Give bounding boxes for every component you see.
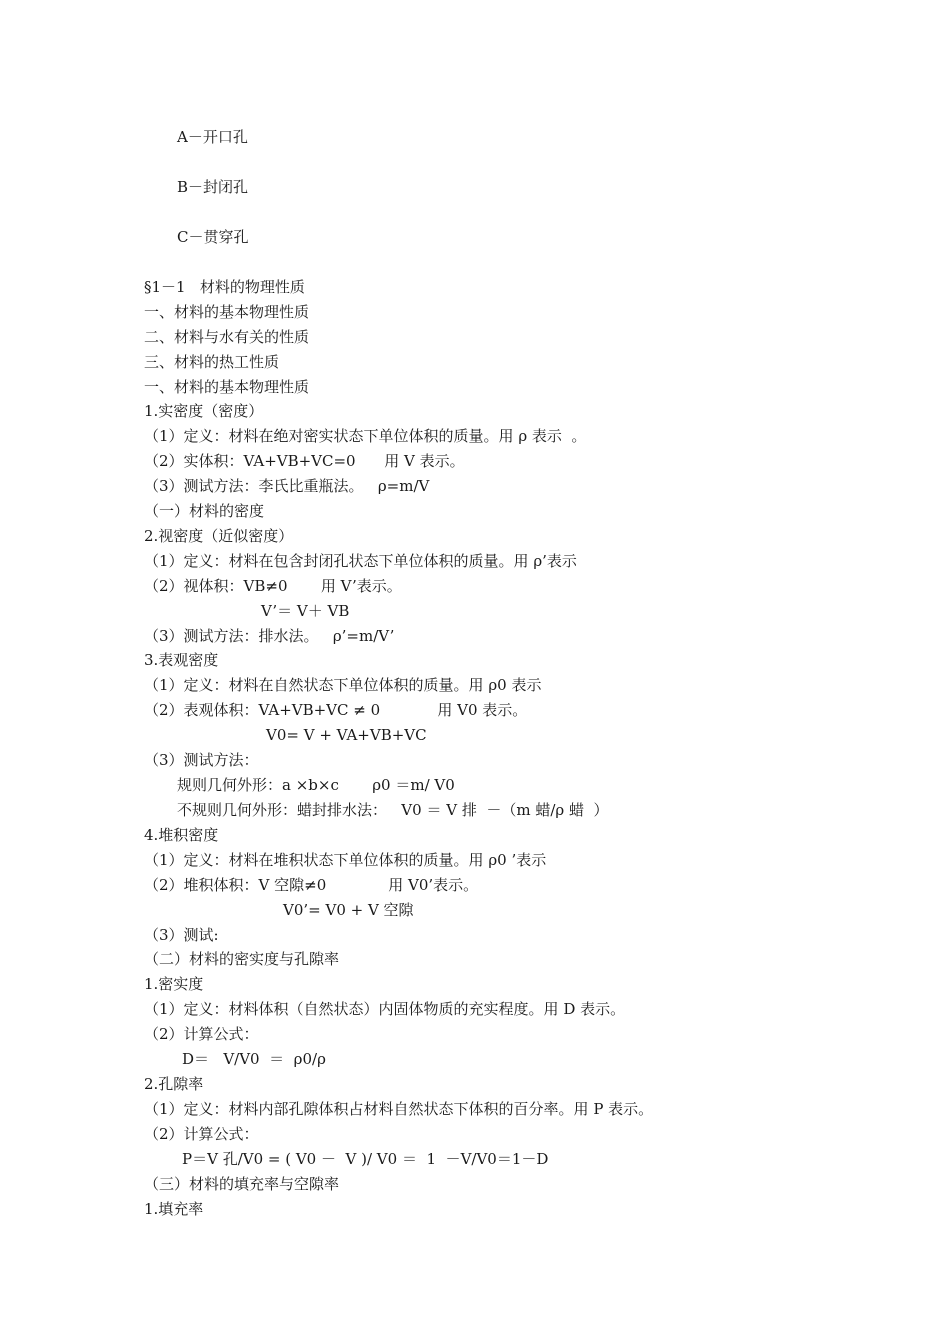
formula-line: P＝V 孔/V0 = ( V0 － V )/ V0 ＝ 1 －V/V0＝1－D [182, 1150, 549, 1168]
topic-heading: （二）材料的密实度与孔隙率 [144, 950, 340, 968]
text-line: （1）定义：材料体积（自然状态）内固体物质的充实程度。用 D 表示。 [144, 1000, 626, 1018]
section-heading: §1－1 材料的物理性质 [144, 278, 305, 296]
text-line: （2）表观体积：VA+VB+VC ≠ 0 用 V0 表示。 [144, 701, 528, 719]
text-line: （3）测试: [144, 926, 219, 944]
subsection-heading: 一、材料的基本物理性质 [144, 378, 310, 396]
text-line: （1）定义：材料在堆积状态下单位体积的质量。用 ρ0 ’表示 [144, 851, 547, 869]
text-line: （1）定义：材料内部孔隙体积占材料自然状态下体积的百分率。用 P 表示。 [144, 1100, 654, 1118]
topic-heading: 3.表观密度 [144, 651, 219, 669]
topic-heading: 1.密实度 [144, 975, 204, 993]
topic-heading: 1.实密度（密度） [144, 402, 264, 420]
text-line: 规则几何外形：a ×b×c ρ0 ＝m/ V0 [177, 776, 455, 794]
text-line: （3）测试方法：李氏比重瓶法。 ρ=m/V [144, 477, 430, 495]
text-line: （2）实体积：VA+VB+VC=0 用 V 表示。 [144, 452, 465, 470]
topic-heading: 2.孔隙率 [144, 1075, 204, 1093]
topic-heading: （三）材料的填充率与空隙率 [144, 1175, 340, 1193]
formula-line: V0’= V0 + V 空隙 [283, 901, 414, 919]
outline-item-3: 三、材料的热工性质 [144, 353, 280, 371]
outline-item-1: 一、材料的基本物理性质 [144, 303, 310, 321]
outline-item-2: 二、材料与水有关的性质 [144, 328, 310, 346]
formula-line: V’＝ V＋ VB [261, 602, 350, 620]
text-line: 不规则几何外形：蜡封排水法： V0 ＝ V 排 －（m 蜡/ρ 蜡 ） [177, 801, 609, 819]
formula-line: D＝ V/V0 ＝ ρ0/ρ [182, 1050, 326, 1068]
pore-type-through: C－贯穿孔 [177, 228, 249, 246]
text-line: （2）计算公式： [144, 1025, 259, 1043]
pore-type-open: A－开口孔 [177, 128, 248, 146]
text-line: （1）定义：材料在包含封闭孔状态下单位体积的质量。用 ρ’表示 [144, 552, 577, 570]
pore-type-closed: B－封闭孔 [177, 178, 249, 196]
text-line: （1）定义：材料在自然状态下单位体积的质量。用 ρ0 表示 [144, 676, 542, 694]
text-line: （2）计算公式： [144, 1125, 259, 1143]
topic-heading: 2.视密度（近似密度） [144, 527, 294, 545]
text-line: （3）测试方法： [144, 751, 259, 769]
topic-heading: （一）材料的密度 [144, 502, 265, 520]
formula-line: V0= V + VA+VB+VC [266, 726, 427, 744]
text-line: （2）视体积：VB≠0 用 V’表示。 [144, 577, 402, 595]
text-line: （1）定义：材料在绝对密实状态下单位体积的质量。用 ρ 表示 。 [144, 427, 587, 445]
topic-heading: 4.堆积密度 [144, 826, 219, 844]
topic-heading: 1.填充率 [144, 1200, 204, 1218]
text-line: （3）测试方法：排水法。 ρ’=m/V’ [144, 627, 395, 645]
text-line: （2）堆积体积：V 空隙≠0 用 V0’表示。 [144, 876, 479, 894]
